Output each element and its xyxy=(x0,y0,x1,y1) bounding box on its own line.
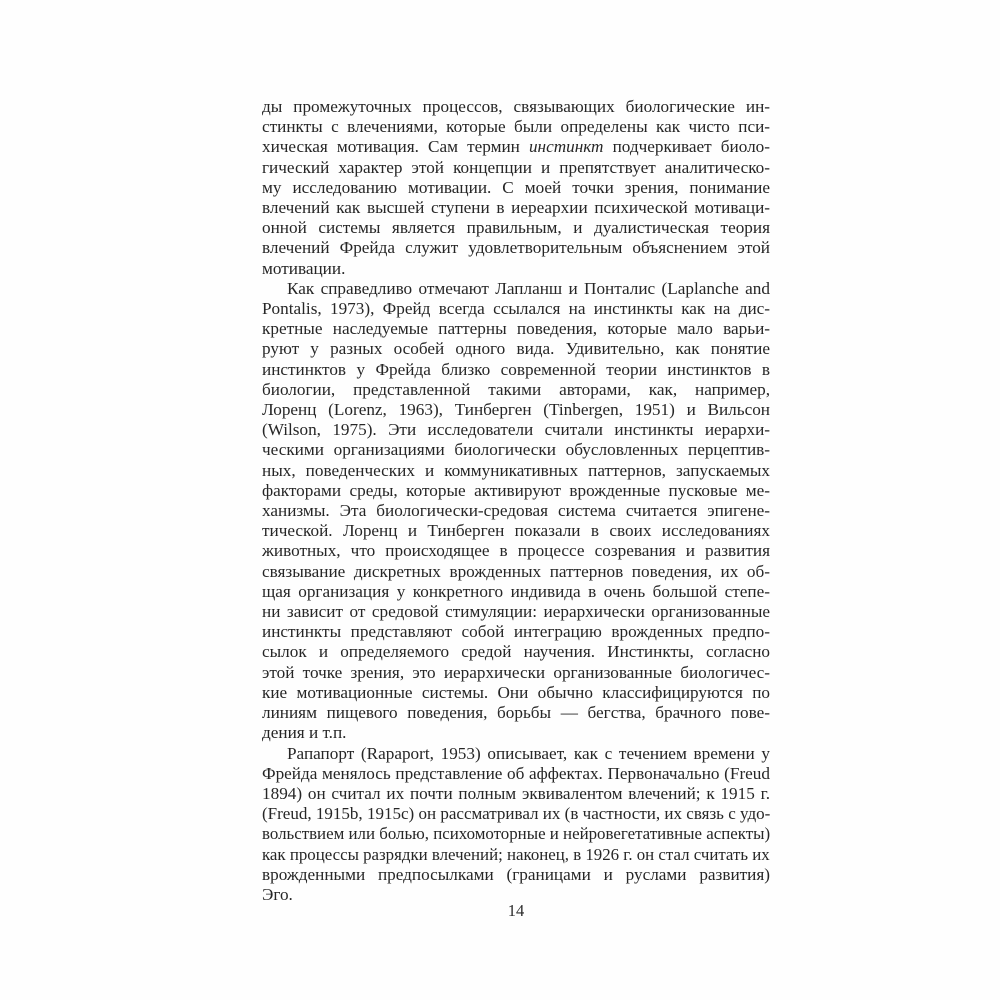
page-text xyxy=(262,97,770,905)
text-line: кие мотивационные системы. Они обычно классифицируются по xyxy=(262,682,770,702)
text-line: му исследованию мотивации. С моей точки зрения, понимание xyxy=(262,177,770,197)
text-run: хическая мотивация. Сам термин xyxy=(262,137,529,157)
text-line: ни зависит от средовой стимуляции: иерархически организованные xyxy=(262,602,770,622)
text-line: 1894) он считал их почти полным эквивалентом влечений; к 1915 г. xyxy=(262,783,770,803)
text-line: мотивации. xyxy=(262,258,346,278)
text-line: линиям пищевого поведения, борьбы — бегства, брачного пове- xyxy=(262,703,770,723)
text-line: Лоренц (Lorenz, 1963), Тинберген (Tinbergen, 1951) и Вильсон xyxy=(262,400,770,420)
text-line: инстинкты представляют собой интеграцию врожденных предпо- xyxy=(262,622,770,642)
text-line: (Freud, 1915b, 1915c) он рассматривал их (в частности, их связь с удо- xyxy=(262,804,771,824)
paragraph xyxy=(262,279,770,744)
text-line: Рапапорт (Rapaport, 1953) описывает, как с течением времени у xyxy=(287,743,770,763)
text-line: стинкты с влечениями, которые были определены как чисто пси- xyxy=(262,117,770,137)
text-line: связывание дискретных врожденных паттернов поведения, их об- xyxy=(262,561,770,581)
text-line: инстинктов у Фрейда близко современной теории инстинктов в xyxy=(262,359,770,379)
text-line: влечений Фрейда служит удовлетворительным объяснением этой xyxy=(262,238,770,258)
paragraph xyxy=(262,744,770,906)
italic-term: инстинкт xyxy=(528,137,604,157)
text-line: гический характер этой концепции и препятствует аналитическо- xyxy=(262,157,770,177)
text-line: вольствием или болью, психомоторные и нейровегетативные аспекты) xyxy=(262,824,771,844)
page-number: 14 xyxy=(507,901,525,920)
text-line: Pontalis, 1973), Фрейд всегда ссылался на инстинкты как на дис- xyxy=(262,299,770,319)
paragraph xyxy=(262,97,770,279)
text-line: кретные наследуемые паттерны поведения, которые мало варьи- xyxy=(262,319,770,339)
text-line: влечений как высшей ступени в иереархии психической мотиваци- xyxy=(262,198,770,218)
text-line: животных, что происходящее в процессе созревания и развития xyxy=(262,541,770,561)
text-line: биологии, представленной такими авторами, как, например, xyxy=(262,379,770,399)
text-line: врожденными предпосылками (границами и руслами развития) xyxy=(262,864,770,884)
text-line: щая организация у конкретного индивида в очень большой степе- xyxy=(262,581,770,601)
text-line: сылок и определяемого средой научения. Инстинкты, согласно xyxy=(262,642,770,662)
text-line: онной системы является правильным, и дуалистическая теория xyxy=(262,218,770,238)
text-line: (Wilson, 1975). Эти исследователи считали инстинкты иерархи- xyxy=(262,420,770,440)
text-line: факторами среды, которые активируют врожденные пусковые ме- xyxy=(262,480,770,500)
text-line: как процессы разрядки влечений; наконец, в 1926 г. он стал считать их xyxy=(262,844,770,864)
text-line: руют у разных особей одного вида. Удивительно, как понятие xyxy=(262,339,770,359)
text-line: ханизмы. Эта биологически-средовая система считается эпигене- xyxy=(262,501,770,521)
text-line: Фрейда менялось представление об аффектах. Первоначально (Freud xyxy=(262,763,770,783)
text-line: ческими организациями биологически обусловленных перцептив- xyxy=(262,440,770,460)
text-line: этой точке зрения, это иерархически организованные биологичес- xyxy=(262,662,770,682)
text-line: тической. Лоренц и Тинберген показали в своих исследованиях xyxy=(262,521,770,541)
text-line: Эго. xyxy=(262,884,293,904)
text-line: ных, поведенческих и коммуникативных паттернов, запускаемых xyxy=(262,460,770,480)
text-line xyxy=(262,137,770,157)
text-run: подчеркивает биоло- xyxy=(603,137,770,157)
text-line: Как справедливо отмечают Лапланш и Понталис (Laplanche and xyxy=(287,278,770,298)
text-line: ды промежуточных процессов, связывающих биологические ин- xyxy=(262,97,770,116)
text-line: дения и т.п. xyxy=(262,723,347,743)
